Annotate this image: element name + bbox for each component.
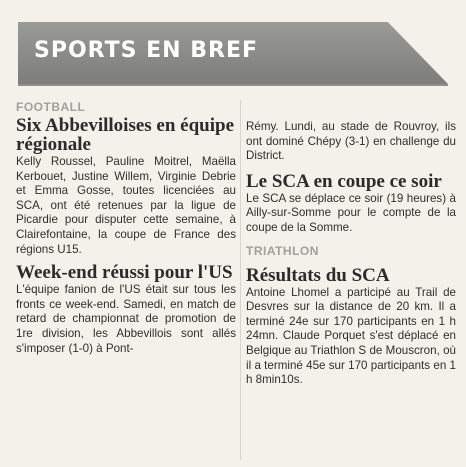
header-rule [18, 84, 448, 86]
article-body-sca-coupe: Le SCA se déplace ce soir (19 heures) à Ailly-sur-Somme pour le compte de la coupe de la Somme. [246, 191, 456, 234]
column-divider [240, 100, 241, 460]
left-column [16, 100, 236, 356]
headline-sca-coupe: Le SCA en coupe ce soir [246, 170, 442, 192]
article-body-resultats-sca: Antoine Lhomel a participé au Trail de Desvres sur la distance de 20 km. Il a terminé 24e sur 170 participants en 1 h 24mn. Claude Porquet s'est déplacé en Belgique au Triathlon S de Mouscron, où il a terminé 45e sur 170 participants en 1 h 8min10s. [246, 285, 456, 387]
article-body-week-end-continued: Rémy. Lundi, au stade de Rouvroy, ils ont dominé Chépy (3-1) en challenge du District. [246, 120, 456, 163]
article-body-week-end-reussi: L'équipe fanion de l'US était sur tous les fronts ce week-end. Samedi, en match de retard de championnat de promotion de 1re division, les Abbevillois sont allés s'imposer (1-0) à Pont- [16, 283, 236, 355]
headline-six-abbevilloises: Six Abbevilloises en équipe régionale [16, 115, 235, 155]
article-body-six-abbevilloises: Kelly Roussel, Pauline Moitrel, Maëlla Kerbouet, Justine Willem, Virginie Debrie et Emma Gosse, toutes licenciées au SCA, ont été retenues par la ligue de Picardie pour disputer cette semaine, à Clairefontaine, la coupe de France des régions U15. [16, 155, 236, 256]
section-label-triathlon: TRIATHLON [246, 243, 319, 258]
page-title: SPORTS EN BREF [34, 38, 258, 63]
right-column [246, 120, 456, 388]
headline-week-end-reussi: Week-end réussi pour l'US [16, 262, 233, 284]
headline-resultats-sca: Résultats du SCA [246, 264, 390, 286]
section-label-football: FOOTBALL [16, 100, 86, 114]
